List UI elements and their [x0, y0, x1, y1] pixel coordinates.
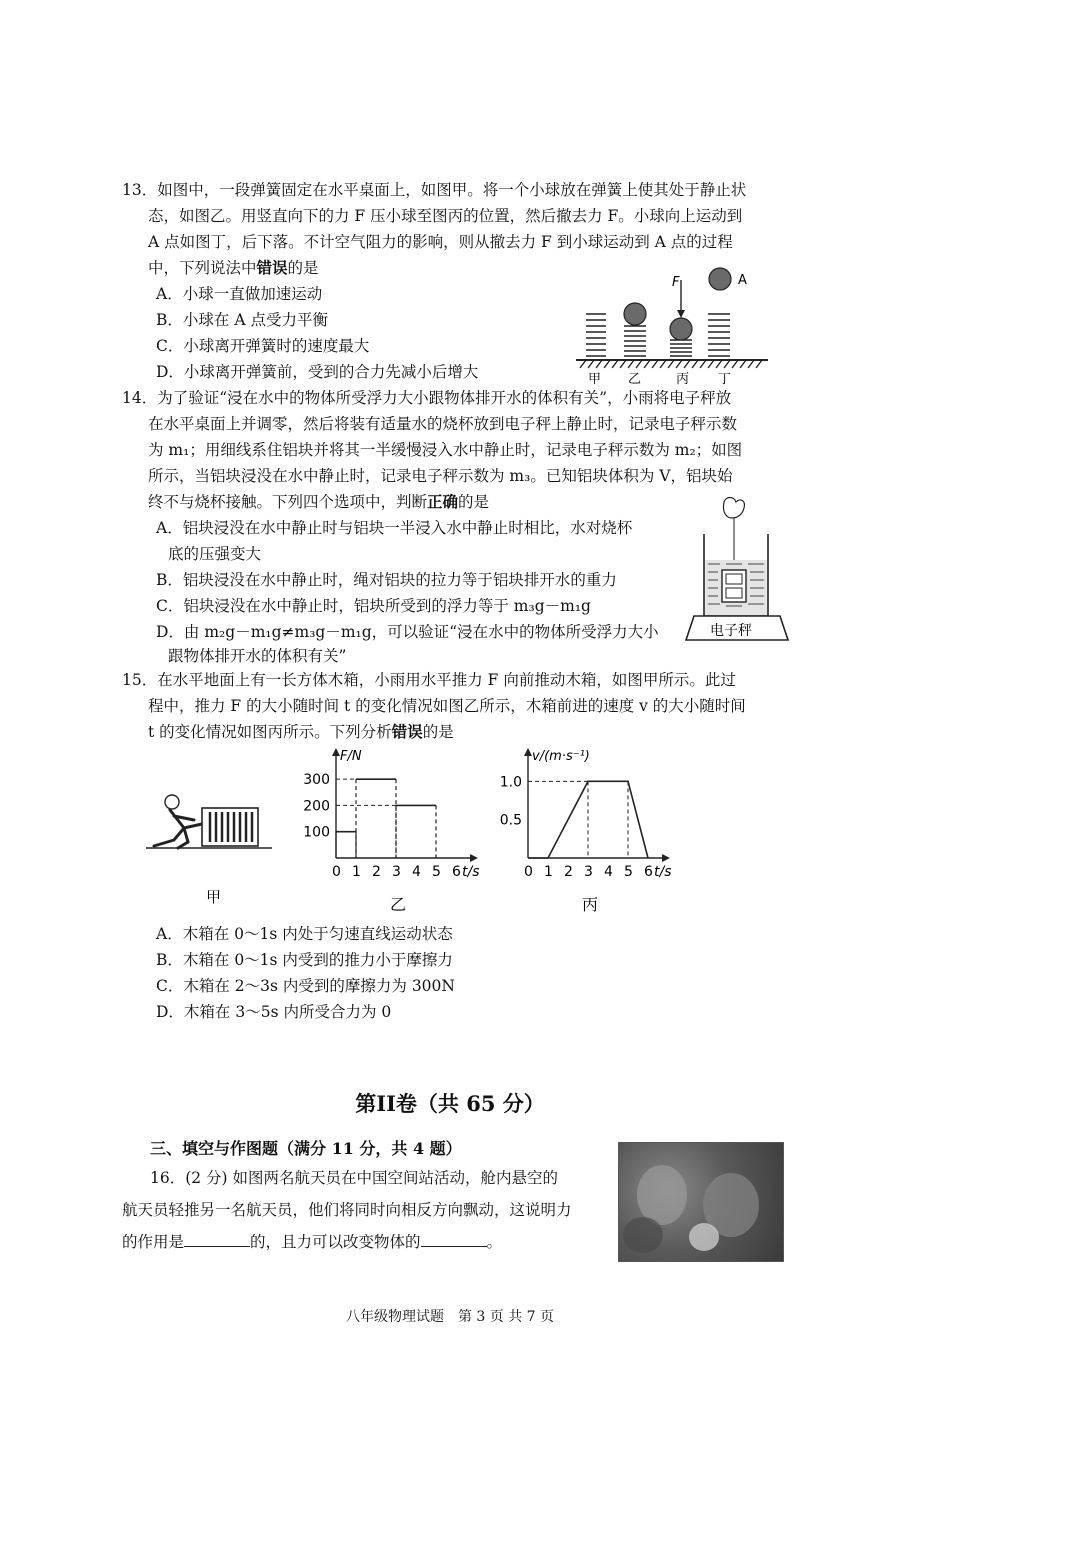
x-tick-label: 6	[644, 864, 653, 880]
q13-stem-line-3: A 点如图丁，后下落。不计空气阻力的影响，则从撤去力 F 到小球运动到 A 点的过程	[148, 233, 733, 251]
answer-blank-1[interactable]	[184, 1232, 250, 1247]
x-tick-label: 0	[332, 864, 341, 880]
q13-option-b: B．小球在 A 点受力平衡	[156, 311, 328, 329]
x-tick-label: 1	[352, 864, 361, 880]
fig-label-ding: 丁	[718, 372, 732, 387]
q13-option-a: A．小球一直做加速运动	[156, 285, 323, 303]
person-body	[154, 810, 202, 848]
force-label: F	[672, 275, 680, 290]
x-tick-label: 2	[564, 864, 573, 880]
ball-ding	[709, 268, 731, 290]
x-tick-label: 1	[544, 864, 553, 880]
q14-stem-line-4: 所示，当铝块浸没在水中静止时，记录电子秤示数为 m₃。已知铝块体积为 V，铝块始	[148, 467, 733, 485]
part2-title: 第II卷（共 65 分）	[355, 1091, 545, 1116]
beaker-scale-figure	[682, 494, 792, 654]
q14-option-a-cont: 底的压强变大	[168, 545, 262, 563]
person-head	[165, 795, 179, 809]
velocity-time-chart	[480, 748, 680, 922]
x-axis-label: t/s	[462, 864, 480, 880]
q15-option-a: A．木箱在 0～1s 内处于匀速直线运动状态	[156, 925, 453, 943]
force-time-chart	[288, 748, 488, 922]
q15-stem-line-2: 程中，推力 F 的大小随时间 t 的变化情况如图乙所示，木箱前进的速度 v 的大小随时间	[148, 697, 746, 715]
spring-figure	[572, 264, 772, 392]
q14-stem-line-1: 14．为了验证“浸在水中的物体所受浮力大小跟物体排开水的体积有关”，小雨将电子秤放	[122, 389, 732, 407]
y-tick-label: 300	[303, 772, 330, 789]
q15-option-c: C．木箱在 2～3s 内受到的摩擦力为 300N	[156, 977, 455, 995]
y-axis-arrow	[524, 748, 532, 756]
q13-stem-line-1: 13．如图中，一段弹簧固定在水平桌面上，如图甲。将一个小球放在弹簧上使其处于静止状	[122, 181, 747, 199]
q15-option-b: B．木箱在 0～1s 内受到的推力小于摩擦力	[156, 951, 453, 969]
q14-option-c: C．铝块浸没在水中静止时，铝块所受到的浮力等于 m₃g－m₁g	[156, 597, 591, 615]
fig-label-jia: 甲	[588, 372, 602, 387]
x-tick-label: 2	[372, 864, 381, 880]
ball-yi	[624, 303, 646, 325]
y-axis-label: v/(m·s⁻¹)	[532, 749, 590, 764]
page-footer: 八年级物理试题 第 3 页 共 7 页	[345, 1309, 555, 1325]
push-box-figure	[144, 790, 274, 914]
q15-stem-line-3: t 的变化情况如图丙所示。下列分析错误的是	[148, 722, 454, 741]
y-axis-label: F/N	[340, 749, 362, 764]
q14-stem-line-3: 为 m₁；用细线系住铝块并将其一半缓慢浸入水中静止时，记录电子秤示数为 m₂；如图	[148, 441, 743, 459]
y-tick-label: 200	[303, 798, 330, 815]
q14-option-b: B．铝块浸没在水中静止时，绳对铝块的拉力等于铝块排开水的重力	[156, 571, 617, 589]
x-tick-label: 3	[584, 864, 593, 880]
q16-line-1: 16．(2 分) 如图两名航天员在中国空间站活动，舱内悬空的	[150, 1169, 559, 1187]
x-tick-label: 6	[452, 864, 461, 880]
q15-stem-line-1: 15．在水平地面上有一长方体木箱，小雨用水平推力 F 向前推动木箱，如图甲所示。此过	[122, 671, 736, 689]
x-tick-label: 3	[392, 864, 401, 880]
q14-option-d: D．由 m₂g－m₁g≠m₃g－m₁g，可以验证“浸在水中的物体所受浮力大小	[156, 623, 659, 641]
ball-bing	[670, 318, 692, 340]
x-tick-label: 4	[412, 864, 421, 880]
point-a-label: A	[738, 273, 747, 288]
q13-stem-line-4: 中，下列说法中错误的是	[148, 258, 319, 277]
q13-option-d: D．小球离开弹簧前，受到的合力先减小后增大	[156, 363, 479, 381]
x-tick-label: 5	[624, 864, 633, 880]
q15-option-d: D．木箱在 3～5s 内所受合力为 0	[156, 1003, 392, 1021]
astronaut-photo	[618, 1142, 784, 1262]
section3-heading: 三、填空与作图题（满分 11 分，共 4 题）	[150, 1139, 462, 1158]
fig-label-bing: 丙	[676, 372, 690, 387]
q14-stem-line-2: 在水平桌面上并调零，然后将装有适量水的烧杯放到电子秤上静止时，记录电子秤示数	[148, 415, 738, 433]
fig-label-yi: 乙	[628, 372, 642, 387]
q13-option-c: C．小球离开弹簧时的速度最大	[156, 337, 370, 355]
fig-label-jia-15: 甲	[206, 888, 222, 906]
x-axis-arrow	[662, 854, 670, 862]
chart-title: 丙	[582, 895, 599, 914]
chart-title: 乙	[390, 895, 407, 914]
y-axis-arrow	[332, 748, 340, 756]
q13-stem-line-2: 态，如图乙。用竖直向下的力 F 压小球至图丙的位置，然后撤去力 F。小球向上运动到	[148, 207, 743, 225]
q16-line-2: 航天员轻推另一名航天员，他们将同时向相反方向飘动，这说明力	[122, 1201, 572, 1219]
hand-icon	[723, 498, 744, 519]
x-axis-arrow	[470, 854, 478, 862]
x-tick-label: 5	[432, 864, 441, 880]
q14-option-d-cont: 跟物体排开水的体积有关”	[168, 647, 347, 665]
x-axis-label: t/s	[654, 864, 672, 880]
q16-line-3: 的作用是 的，且力可以改变物体的 。	[122, 1233, 503, 1251]
x-tick-label: 0	[524, 864, 533, 880]
y-tick-label: 100	[303, 824, 330, 841]
answer-blank-2[interactable]	[421, 1232, 487, 1247]
q14-option-a: A．铝块浸没在水中静止时与铝块一半浸入水中静止时相比，水对烧杯	[156, 519, 633, 537]
y-tick-label: 1.0	[499, 774, 522, 791]
scale-label: 电子秤	[710, 623, 752, 639]
q14-stem-line-5: 终不与烧杯接触。下列四个选项中，判断正确的是	[148, 492, 490, 511]
y-tick-label: 0.5	[499, 812, 522, 829]
x-tick-label: 4	[604, 864, 613, 880]
